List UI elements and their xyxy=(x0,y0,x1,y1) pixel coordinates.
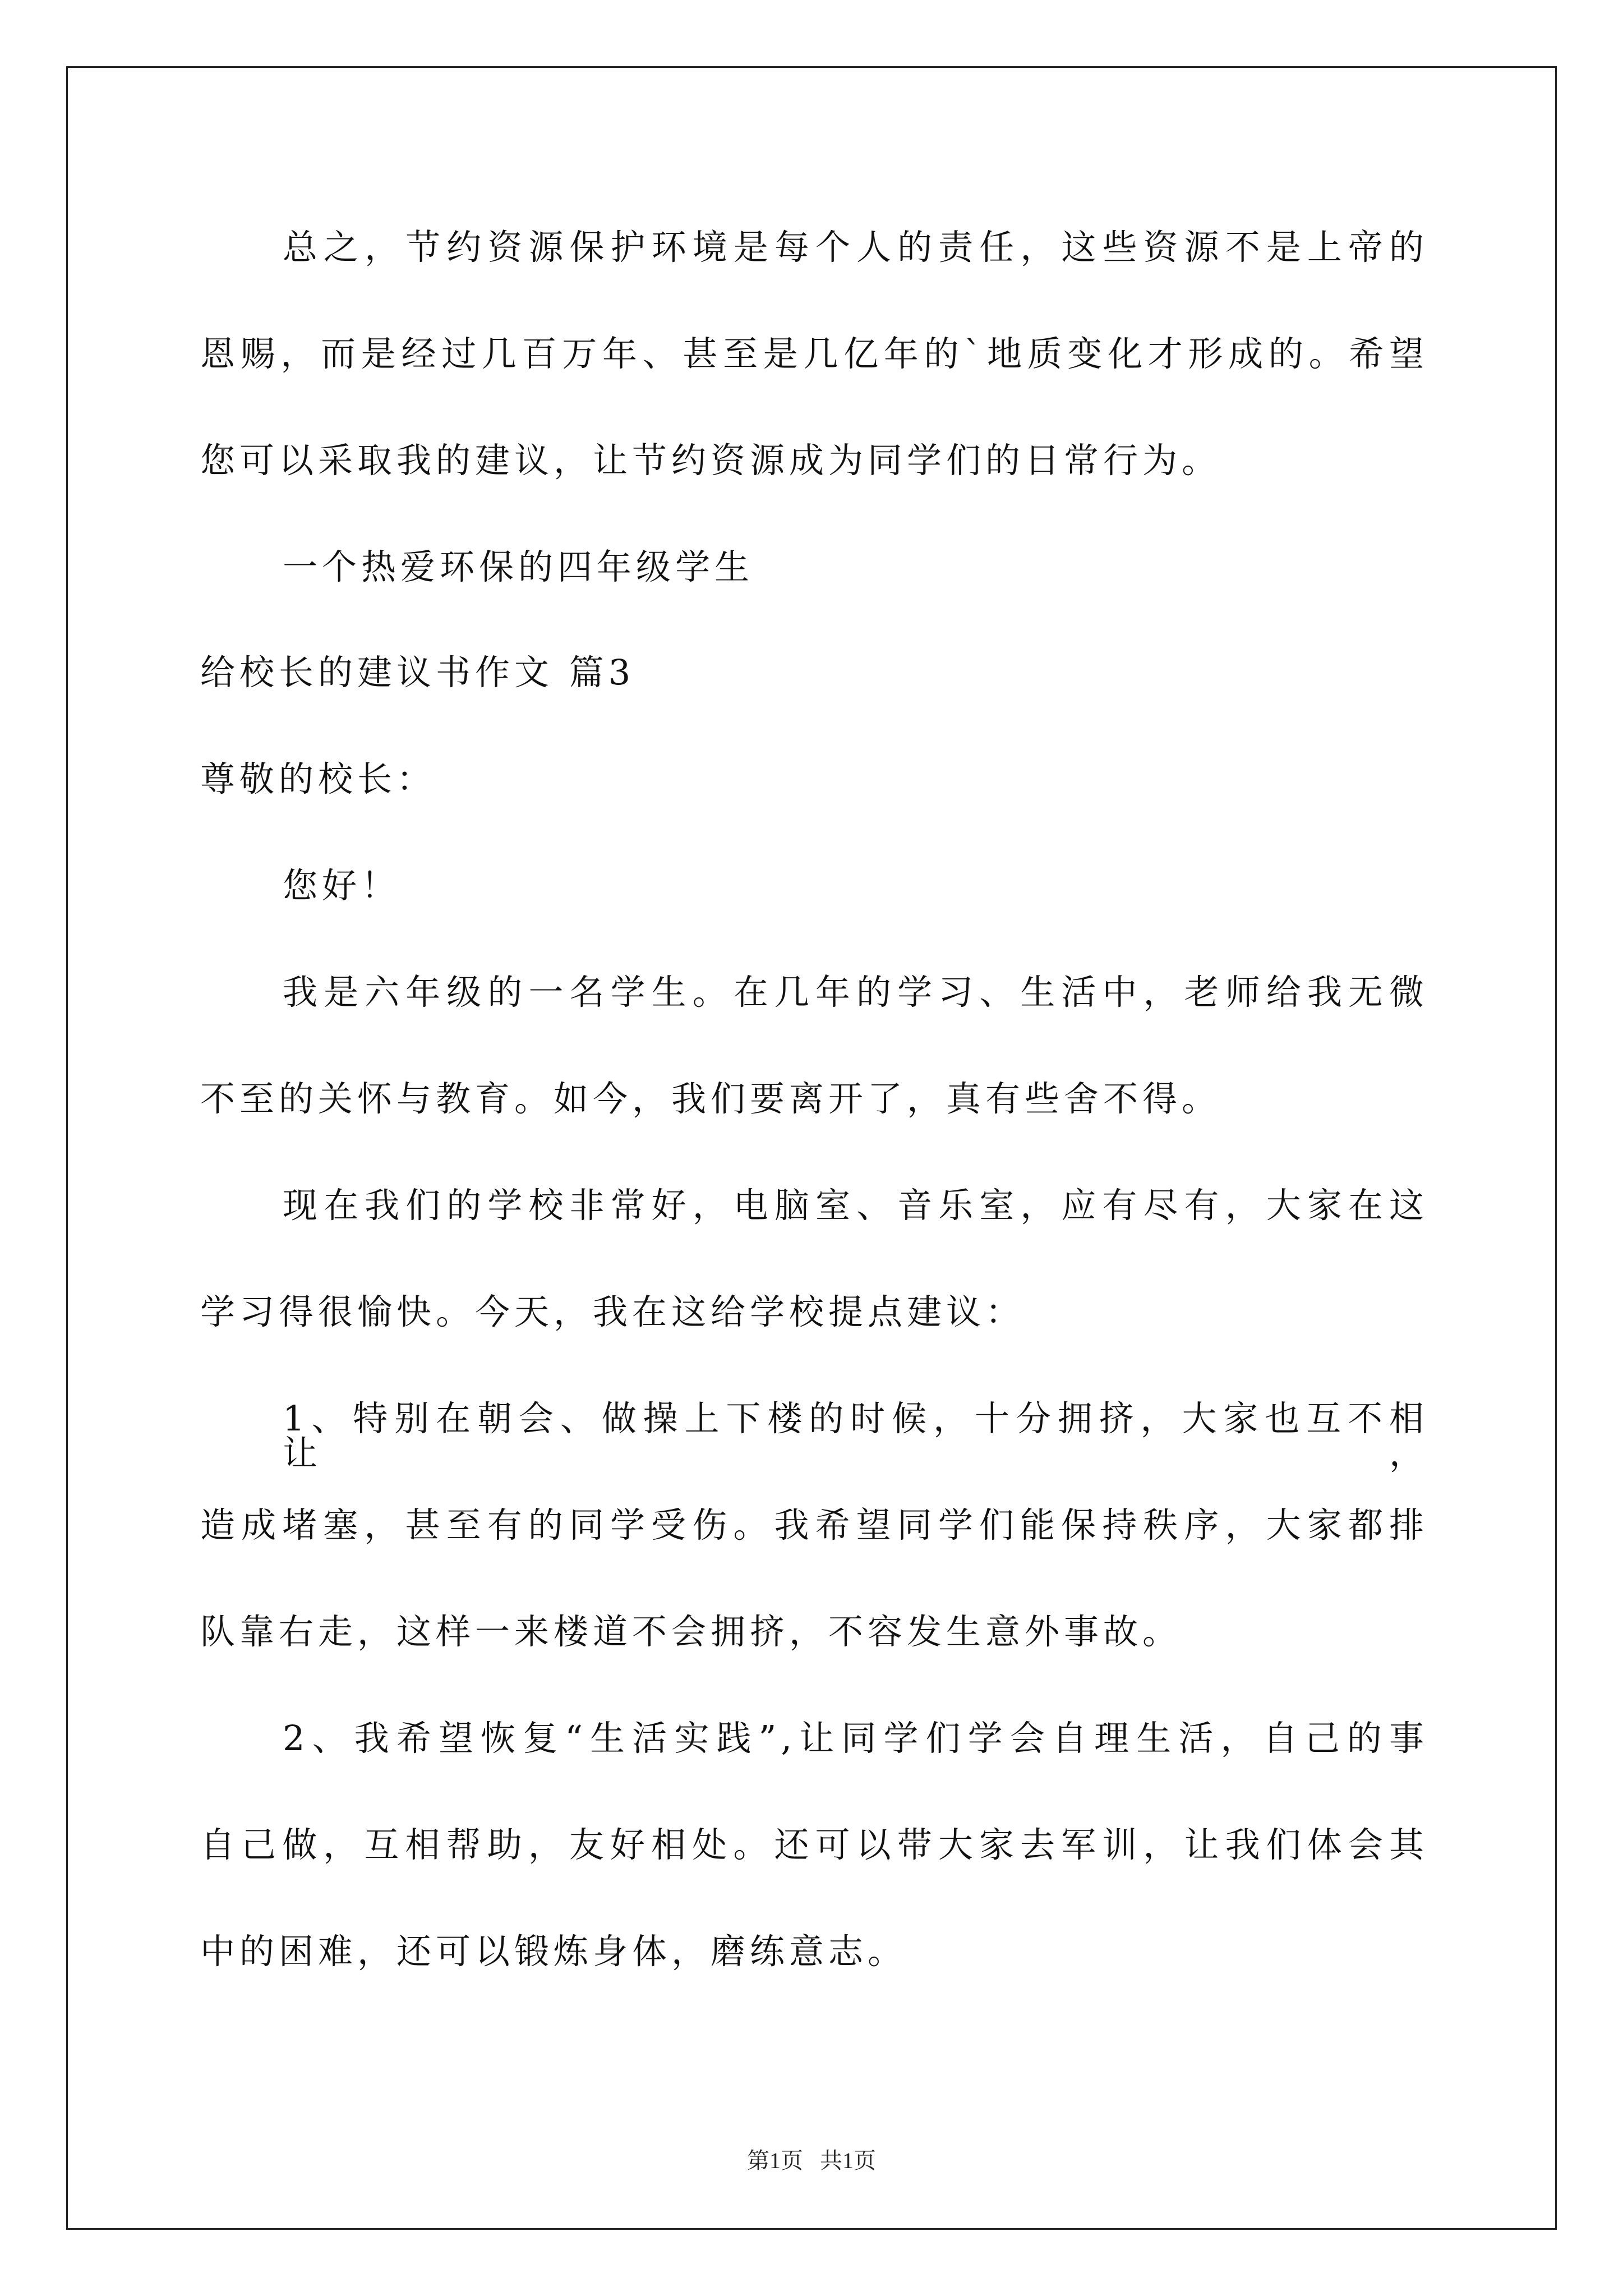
paragraph-line: 1、特别在朝会、做操上下楼的时候，十分拥挤，大家也互不相让， xyxy=(283,1398,1428,1474)
paragraph-line: 中的困难，还可以锻炼身体，磨练意志。 xyxy=(200,1931,907,1972)
paragraph-line: 造成堵塞，甚至有的同学受伤。我希望同学们能保持秩序，大家都排 xyxy=(200,1504,1428,1545)
paragraph-line: 学习得很愉快。今天，我在这给学校提点建议： xyxy=(200,1291,1025,1332)
paragraph-line: 总之，节约资源保护环境是每个人的责任，这些资源不是上帝的 xyxy=(283,227,1428,268)
salutation: 尊敬的校长： xyxy=(200,758,436,799)
paragraph-line: 您可以采取我的建议，让节约资源成为同学们的日常行为。 xyxy=(200,440,1221,481)
paragraph-line: 恩赐，而是经过几百万年、甚至是几亿年的`地质变化才形成的。希望 xyxy=(200,333,1428,374)
paragraph-line: 2、我希望恢复“生活实践”,让同学们学会自理生活，自己的事 xyxy=(283,1718,1428,1759)
paragraph-line: 自己做，互相帮助，友好相处。还可以带大家去军训，让我们体会其 xyxy=(200,1824,1428,1865)
page-number-footer: 第1页 共1页 xyxy=(747,2148,876,2173)
essay-title: 给校长的建议书作文 篇3 xyxy=(200,652,635,693)
paragraph-line: 我是六年级的一名学生。在几年的学习、生活中，老师给我无微 xyxy=(283,972,1428,1013)
greeting: 您好！ xyxy=(283,865,401,906)
signature-line: 一个热爱环保的四年级学生 xyxy=(283,546,754,587)
paragraph-line: 队靠右走，这样一来楼道不会拥挤，不容发生意外事故。 xyxy=(200,1611,1182,1652)
paragraph-line: 不至的关怀与教育。如今，我们要离开了，真有些舍不得。 xyxy=(200,1078,1221,1119)
page-border xyxy=(66,66,1557,2230)
paragraph-line: 现在我们的学校非常好，电脑室、音乐室，应有尽有，大家在这 xyxy=(283,1185,1428,1226)
